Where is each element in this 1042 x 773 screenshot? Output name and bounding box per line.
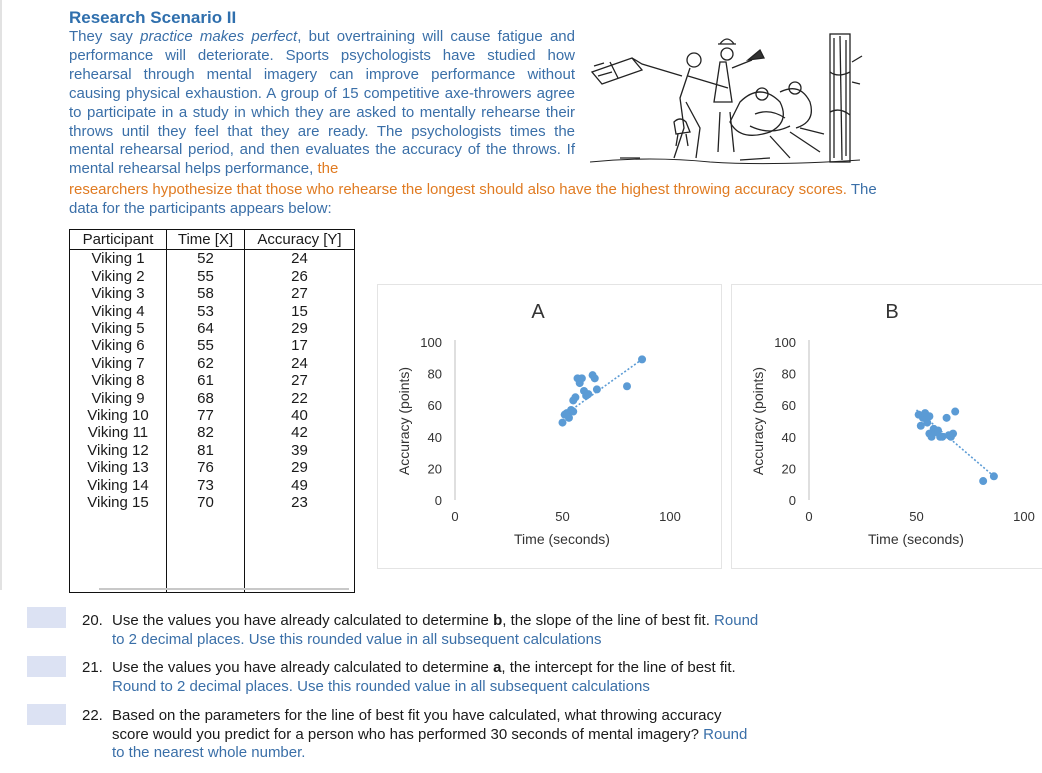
time-cell: 61 [167,372,245,389]
accuracy-cell: 22 [245,390,355,407]
table-row [70,285,355,302]
table-row [70,459,355,476]
chart-title: B [885,301,899,323]
question-21 [82,659,842,696]
accuracy-cell: 23 [245,494,355,511]
x-tick-label: 50 [555,509,570,524]
accuracy-cell: 27 [245,372,355,389]
data-point [559,419,567,427]
accuracy-cell: 39 [245,442,355,459]
question-bold-term: b [493,612,503,629]
question-round-note: Round [703,725,748,743]
y-tick-label: 60 [427,398,442,414]
y-tick-label: 100 [420,335,442,350]
table-row [70,320,355,337]
answer-box-q20[interactable] [27,607,66,628]
hypothesis-text: researchers hypothesize that those who rehearse the longest should also have the highest throwing accuracy scores. [69,181,847,198]
question-text: Use the values you have already calculated to determine [112,612,494,629]
question-text: , the slope of the line of best fit. [502,612,710,629]
accuracy-cell: 49 [245,477,355,494]
y-tick-label: 20 [781,461,796,477]
y-tick-label: 20 [427,461,442,477]
table-row [70,442,355,459]
data-point [593,385,601,393]
data-point [569,408,577,416]
question-number: 20. [82,612,103,629]
data-point [638,355,646,363]
accuracy-cell: 17 [245,337,355,354]
question-22 [82,707,842,763]
participant-cell: Viking 14 [70,477,167,494]
x-tick-label: 50 [909,509,924,524]
clipped-text-remnant [99,588,349,590]
x-tick-label: 0 [805,509,813,524]
intro-paragraph [69,28,575,179]
chart-b-svg [732,285,1042,568]
participant-cell: Viking 2 [70,268,167,285]
time-cell: 62 [167,355,245,372]
participant-cell: Viking 8 [70,372,167,389]
answer-box-q21[interactable] [27,656,66,677]
x-axis-label: Time (seconds) [514,531,610,547]
header-time: Time [X] [167,230,245,250]
data-point [925,412,933,420]
time-cell: 68 [167,390,245,407]
y-tick-label: 40 [781,429,796,445]
hypothesis-line [69,181,909,219]
y-tick-label: 0 [788,493,796,508]
participant-cell: Viking 10 [70,407,167,424]
page-title: Research Scenario II [69,8,237,27]
participant-cell: Viking 15 [70,494,167,511]
question-20 [82,612,842,649]
empty-cell [167,512,245,593]
time-cell: 81 [167,442,245,459]
empty-cell [70,512,167,593]
data-point [951,408,959,416]
accuracy-cell: 29 [245,320,355,337]
y-tick-label: 100 [774,335,796,350]
chart-title: A [531,301,545,323]
time-cell: 77 [167,407,245,424]
header-accuracy: Accuracy [Y] [245,230,355,250]
data-point [949,430,957,438]
intro-hypothesis-start: the [317,160,339,178]
answer-box-q22[interactable] [27,704,66,725]
question-round-note: to 2 decimal places. Use this rounded value in all subsequent calculations [112,630,602,648]
time-cell: 70 [167,494,245,511]
y-axis-label: Accuracy (points) [396,366,412,476]
participant-cell: Viking 1 [70,250,167,268]
data-point [578,374,586,382]
time-cell: 64 [167,320,245,337]
table-row [70,477,355,494]
table-row [70,355,355,372]
question-round-note: Round [714,612,759,629]
participant-cell: Viking 9 [70,390,167,407]
data-point [943,414,951,422]
table-row [70,407,355,424]
table-empty-row [70,512,355,593]
x-tick-label: 100 [1013,509,1035,524]
question-text: Use the values you have already calculated to determine [112,659,494,676]
intro-after-text: The data for the participants appears below: [69,181,877,217]
accuracy-cell: 27 [245,285,355,302]
table-row [70,337,355,354]
data-point [979,477,987,485]
data-point [990,472,998,480]
y-tick-label: 40 [427,429,442,445]
intro-emphasis: practice makes perfect [140,28,298,45]
question-text: Based on the parameters for the line of best fit you have calculated, what throwing accuracy [112,707,722,724]
scatter-chart-a [377,284,722,569]
table-row [70,494,355,511]
accuracy-cell: 29 [245,459,355,476]
question-text: score would you predict for a person who has performed 30 seconds of mental imagery? [112,725,699,743]
axe-thrower-illustration [590,32,865,167]
data-point [591,374,599,382]
time-cell: 58 [167,285,245,302]
question-round-note: Round to 2 decimal places. Use this rounded value in all subsequent calculations [112,677,650,695]
time-cell: 55 [167,268,245,285]
question-bold-term: a [493,659,502,676]
participant-cell: Viking 12 [70,442,167,459]
y-tick-label: 80 [427,366,442,382]
accuracy-cell: 26 [245,268,355,285]
question-round-note: to the nearest whole number. [112,744,306,761]
table-header-row [70,230,355,250]
data-table [69,229,355,593]
participant-cell: Viking 4 [70,303,167,320]
table-row [70,303,355,320]
accuracy-cell: 42 [245,424,355,441]
time-cell: 82 [167,424,245,441]
table-row [70,424,355,441]
y-tick-label: 80 [781,366,796,382]
participant-cell: Viking 3 [70,285,167,302]
intro-text-1: They say [69,28,141,45]
x-axis-label: Time (seconds) [868,531,964,547]
y-axis-label: Accuracy (points) [750,366,766,476]
table-row [70,268,355,285]
y-tick-label: 0 [434,493,442,508]
time-cell: 73 [167,477,245,494]
participant-cell: Viking 7 [70,355,167,372]
time-cell: 52 [167,250,245,268]
table-row [70,390,355,407]
x-tick-label: 100 [659,509,681,524]
header-participant: Participant [70,230,167,250]
x-tick-label: 0 [451,509,459,524]
accuracy-cell: 40 [245,407,355,424]
participant-cell: Viking 13 [70,459,167,476]
question-number: 22. [82,707,103,724]
y-tick-label: 60 [781,398,796,414]
chart-a-svg [378,285,721,568]
time-cell: 76 [167,459,245,476]
accuracy-cell: 24 [245,250,355,268]
participant-cell: Viking 5 [70,320,167,337]
question-number: 21. [82,659,103,676]
table-row [70,250,355,268]
question-text: , the intercept for the line of best fit. [501,659,736,676]
left-margin-rule [0,0,2,590]
table-row [70,372,355,389]
time-cell: 55 [167,337,245,354]
participant-cell: Viking 6 [70,337,167,354]
data-point [623,382,631,390]
intro-text-2: , but overtraining will cause fatigue and performance will deteriorate. Sports psychologists have studied how rehearsal through mental imagery can improve performance without causing physical exhaustion. A group of 15 competitive axe-throwers agree to participate in a study in which they are asked to mentally rehearse their throws until they feel that they are ready. The psychologists times the mental rehearsal period, and then evaluates the accuracy of the throws. If mental rehearsal helps performance, [69,28,575,178]
data-point [571,393,579,401]
accuracy-cell: 15 [245,303,355,320]
scatter-chart-b [731,284,1042,569]
accuracy-cell: 24 [245,355,355,372]
participant-cell: Viking 11 [70,424,167,441]
empty-cell [245,512,355,593]
time-cell: 53 [167,303,245,320]
data-point [584,390,592,398]
